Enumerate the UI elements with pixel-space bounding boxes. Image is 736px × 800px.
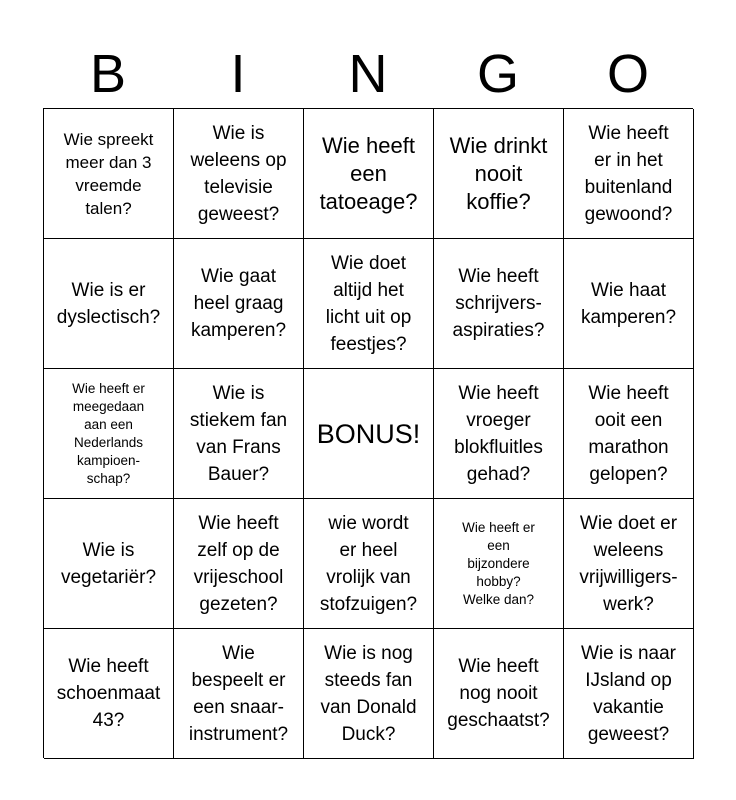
- header-letter-b: B: [89, 44, 127, 104]
- cell-text: Wie bespeelt er een snaar- instrument?: [188, 642, 289, 745]
- header-letter-n: N: [348, 44, 388, 104]
- bingo-cell[interactable]: [304, 499, 434, 629]
- cell-text: Wie heeft schrijvers- aspiraties?: [452, 266, 545, 341]
- cell-text: Wie is vegetariër?: [60, 539, 157, 588]
- bingo-cell[interactable]: [564, 369, 694, 499]
- cell-text: Wie heeft ooit een marathon gelopen?: [588, 382, 669, 485]
- bingo-cell[interactable]: [434, 369, 564, 499]
- cell-text: Wie doet er weleens vrijwilligers- werk?: [579, 512, 678, 615]
- bingo-cell[interactable]: [174, 109, 304, 239]
- bingo-cell[interactable]: [174, 369, 304, 499]
- bingo-cell[interactable]: [44, 369, 174, 499]
- bingo-cell[interactable]: [564, 109, 694, 239]
- bingo-cell[interactable]: [564, 239, 694, 369]
- bingo-cell[interactable]: [434, 109, 564, 239]
- header-letter-i: I: [230, 44, 246, 104]
- cell-text: Wie gaat heel graag kamperen?: [190, 266, 287, 341]
- cell-text: Wie is nog steeds fan van Donald Duck?: [320, 642, 417, 745]
- cell-text: Wie heeft er een bijzondere hobby? Welke dan?: [462, 519, 535, 607]
- cell-text: Wie drinkt nooit koffie?: [449, 132, 548, 214]
- bingo-cell[interactable]: [174, 629, 304, 759]
- bingo-cell[interactable]: [304, 239, 434, 369]
- cell-text: Wie spreekt meer dan 3 vreemde talen?: [63, 129, 154, 218]
- header-letter-g: G: [476, 44, 519, 104]
- bingo-header: [43, 40, 693, 108]
- cell-text: Wie heeft zelf op de vrijeschool gezeten?: [193, 512, 284, 615]
- bonus-text: BONUS!: [316, 418, 421, 449]
- bingo-cell-free[interactable]: [304, 369, 434, 499]
- bingo-cell[interactable]: [564, 499, 694, 629]
- cell-text: Wie is stiekem fan van Frans Bauer?: [189, 382, 288, 485]
- bingo-cell[interactable]: [434, 239, 564, 369]
- bingo-cell[interactable]: [304, 109, 434, 239]
- cell-text: wie wordt er heel vrolijk van stofzuigen?: [319, 512, 418, 615]
- bingo-cell[interactable]: [174, 239, 304, 369]
- bingo-card: [43, 108, 693, 758]
- cell-text: Wie heeft schoenmaat 43?: [56, 656, 161, 731]
- cell-text: Wie haat kamperen?: [580, 279, 677, 328]
- bingo-cell[interactable]: [434, 629, 564, 759]
- bingo-cell[interactable]: [304, 629, 434, 759]
- cell-text: Wie is weleens op televisie geweest?: [190, 122, 287, 225]
- bingo-cell[interactable]: [174, 499, 304, 629]
- cell-text: Wie heeft een tatoeage?: [319, 132, 418, 214]
- bingo-cell[interactable]: [44, 109, 174, 239]
- cell-text: Wie heeft er meegedaan aan een Nederlands kampioen- schap?: [72, 380, 145, 486]
- bingo-cell[interactable]: [44, 239, 174, 369]
- bingo-cell[interactable]: [434, 499, 564, 629]
- header-letter-o: O: [606, 44, 649, 104]
- bingo-cell[interactable]: [564, 629, 694, 759]
- cell-text: Wie heeft er in het buitenland gewoond?: [584, 122, 673, 225]
- cell-text: Wie doet altijd het licht uit op feestjes?: [325, 252, 412, 355]
- cell-text: Wie is naar IJsland op vakantie geweest?: [580, 642, 677, 745]
- bingo-cell[interactable]: [44, 629, 174, 759]
- cell-text: Wie heeft nog nooit geschaatst?: [447, 656, 550, 731]
- cell-text: Wie heeft vroeger blokfluitles gehad?: [454, 382, 543, 485]
- cell-text: Wie is er dyslectisch?: [56, 279, 161, 328]
- bingo-cell[interactable]: [44, 499, 174, 629]
